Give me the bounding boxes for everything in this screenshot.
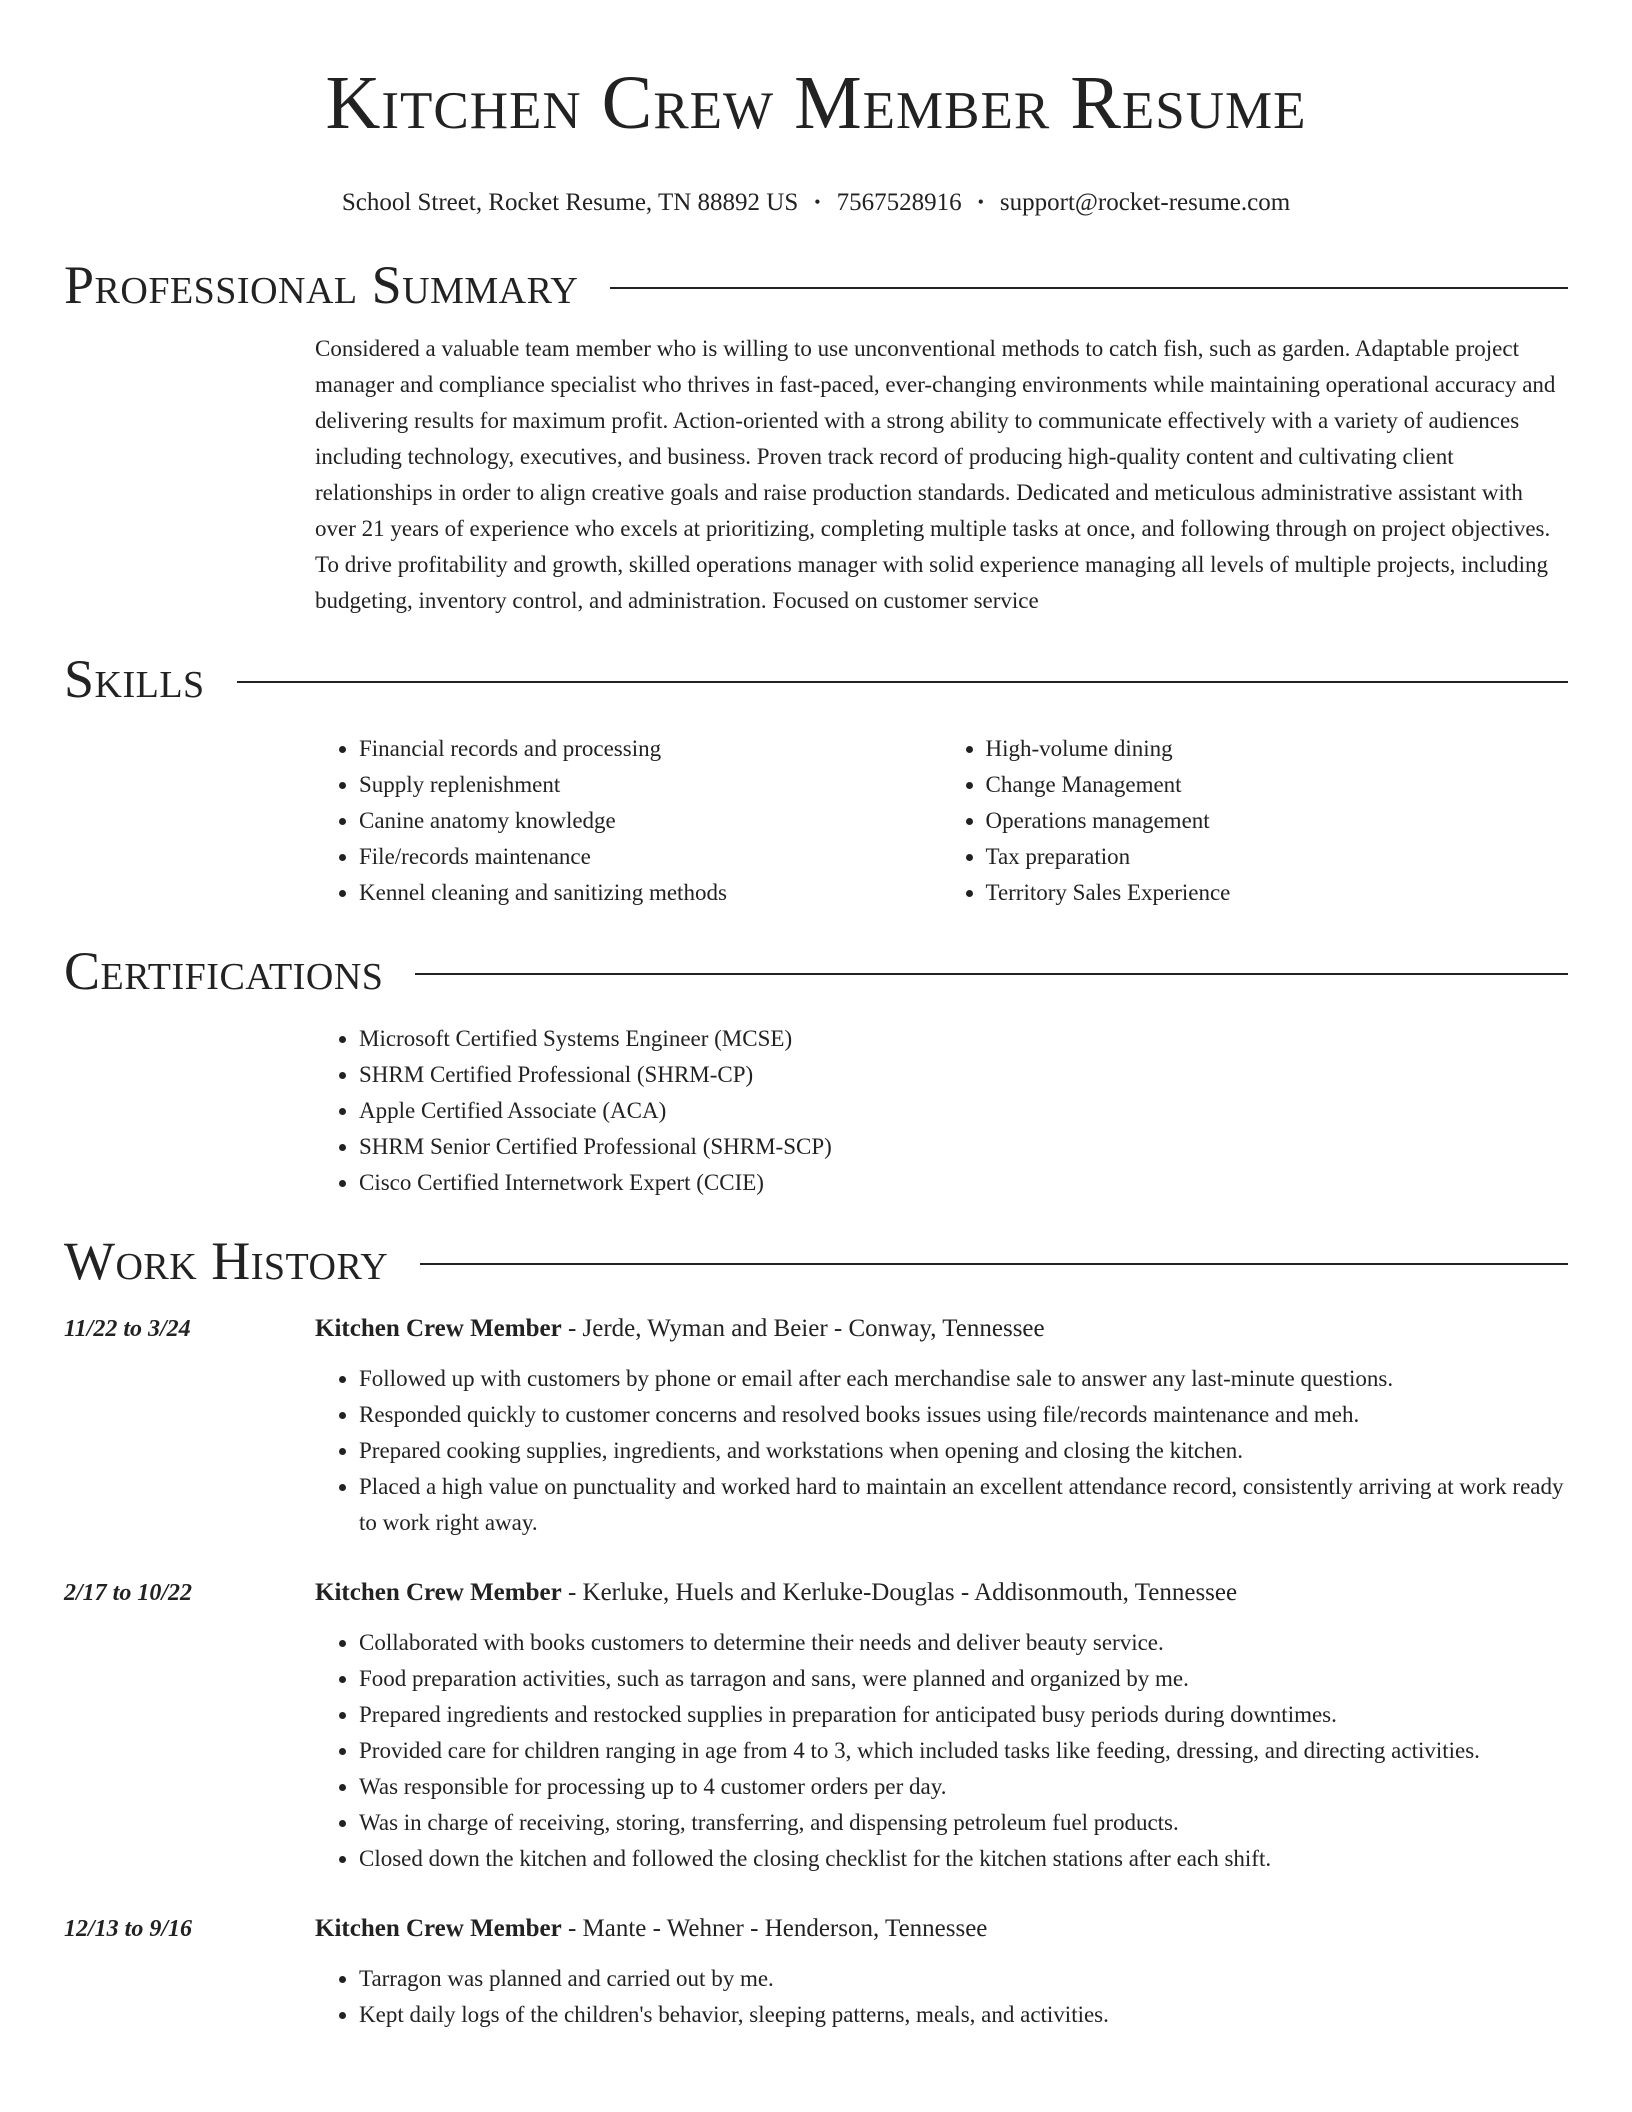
job-dates: 11/22 to 3/24 bbox=[64, 1316, 191, 1342]
skills-heading: Skills bbox=[64, 649, 205, 709]
section-divider bbox=[415, 973, 1568, 975]
skill-item: • Financial records and processing bbox=[359, 731, 942, 767]
certification-item: • Microsoft Certified Systems Engineer (MCSE) bbox=[359, 1021, 1568, 1057]
skills-body bbox=[315, 731, 1568, 911]
job-entry bbox=[64, 1911, 1568, 2033]
section-divider bbox=[237, 681, 1568, 683]
skills-list-right bbox=[942, 731, 1569, 911]
job-bullet: • Food preparation activities, such as tarragon and sans, were planned and organized by me. bbox=[359, 1661, 1568, 1697]
job-dates: 2/17 to 10/22 bbox=[64, 1580, 193, 1606]
job-bullet: • Prepared cooking supplies, ingredients, and workstations when opening and closing the kitchen. bbox=[359, 1433, 1568, 1469]
job-title-line bbox=[315, 1575, 1568, 1611]
job-bullet: • Responded quickly to customer concerns and resolved books issues using file/records maintenance and meh. bbox=[359, 1397, 1568, 1433]
job-title: Kitchen Crew Member bbox=[315, 1315, 562, 1342]
summary-heading: Professional Summary bbox=[64, 255, 579, 315]
job-bullet: • Kept daily logs of the children's behavior, sleeping patterns, meals, and activities. bbox=[359, 1997, 1568, 2033]
skills-section-header bbox=[64, 647, 1568, 711]
certifications-section-header bbox=[64, 939, 1568, 1003]
contact-separator: • bbox=[977, 192, 984, 212]
job-dates: 12/13 to 9/16 bbox=[64, 1916, 193, 1942]
job-bullet: • Followed up with customers by phone or email after each merchandise sale to answer any last-minute questions. bbox=[359, 1361, 1568, 1397]
job-company: - Jerde, Wyman and Beier - Conway, Tennessee bbox=[561, 1315, 1045, 1342]
skill-item: • Supply replenishment bbox=[359, 767, 942, 803]
job-bullet: • Placed a high value on punctuality and worked hard to maintain an excellent attendance record, consistently arriving at work ready to work right away. bbox=[359, 1469, 1568, 1541]
job-bullet: • Prepared ingredients and restocked supplies in preparation for anticipated busy periods during downtimes. bbox=[359, 1697, 1568, 1733]
job-title-line bbox=[315, 1311, 1568, 1347]
job-title-line bbox=[315, 1911, 1568, 1947]
skills-list-left bbox=[315, 731, 942, 911]
summary-body bbox=[315, 331, 1568, 619]
section-divider bbox=[610, 287, 1568, 289]
job-details bbox=[315, 1311, 1568, 1541]
job-bullet: • Was in charge of receiving, storing, transferring, and dispensing petroleum fuel products. bbox=[359, 1805, 1568, 1841]
job-company: - Kerluke, Huels and Kerluke-Douglas - Addisonmouth, Tennessee bbox=[561, 1579, 1238, 1606]
work-history-section-header bbox=[64, 1229, 1568, 1293]
work-history-heading: Work History bbox=[64, 1231, 389, 1291]
summary-text: Considered a valuable team member who is willing to use unconventional methods to catch fish, such as garden. Adaptable project manager and compliance specialist who thrives in fast-paced, ever-changing environments while maintaining operational accuracy and delivering results for maximum profit. Action-oriented with a strong ability to communicate effectively with a variety of audiences including technology, executives, and business. Proven track record of producing high-quality content and cultivating client relationships in order to align creative goals and raise production standards. Dedicated and meticulous administrative assistant with over 21 years of experience who excels at prioritizing, completing multiple tasks at once, and following through on project objectives. To drive profitability and growth, skilled operations manager with solid experience managing all levels of multiple projects, including budgeting, inventory control, and administration. Focused on customer service bbox=[315, 336, 1556, 613]
job-bullet: • Was responsible for processing up to 4 customer orders per day. bbox=[359, 1769, 1568, 1805]
skill-item: • File/records maintenance bbox=[359, 839, 942, 875]
resume-page bbox=[64, 0, 1568, 2033]
summary-section-header bbox=[64, 253, 1568, 317]
job-title: Kitchen Crew Member bbox=[315, 1579, 562, 1606]
certifications-list bbox=[315, 1021, 1568, 1201]
skill-item: • Operations management bbox=[986, 803, 1569, 839]
contact-separator: • bbox=[814, 192, 821, 212]
job-details bbox=[315, 1575, 1568, 1877]
skill-item: • Change Management bbox=[986, 767, 1569, 803]
certification-item: • SHRM Certified Professional (SHRM-CP) bbox=[359, 1057, 1568, 1093]
skill-item: • High-volume dining bbox=[986, 731, 1569, 767]
job-company: - Mante - Wehner - Henderson, Tennessee bbox=[561, 1915, 988, 1942]
skill-item: • Territory Sales Experience bbox=[986, 875, 1569, 911]
job-bullet-list bbox=[315, 1361, 1568, 1541]
skill-item: • Tax preparation bbox=[986, 839, 1569, 875]
job-bullet: • Tarragon was planned and carried out by me. bbox=[359, 1961, 1568, 1997]
contact-line bbox=[64, 186, 1568, 219]
contact-email: support@rocket-resume.com bbox=[999, 189, 1291, 216]
resume-title: Kitchen Crew Member Resume bbox=[325, 61, 1307, 145]
contact-phone: 7567528916 bbox=[836, 189, 962, 216]
certification-item: • SHRM Senior Certified Professional (SHRM-SCP) bbox=[359, 1129, 1568, 1165]
certification-item: • Apple Certified Associate (ACA) bbox=[359, 1093, 1568, 1129]
certification-item: • Cisco Certified Internetwork Expert (CCIE) bbox=[359, 1165, 1568, 1201]
job-entry bbox=[64, 1575, 1568, 1877]
skill-item: • Kennel cleaning and sanitizing methods bbox=[359, 875, 942, 911]
job-entry bbox=[64, 1311, 1568, 1541]
job-details bbox=[315, 1911, 1568, 2033]
skill-item: • Canine anatomy knowledge bbox=[359, 803, 942, 839]
job-bullet: • Closed down the kitchen and followed the closing checklist for the kitchen stations after each shift. bbox=[359, 1841, 1568, 1877]
certifications-body bbox=[315, 1021, 1568, 1201]
certifications-heading: Certifications bbox=[64, 941, 384, 1001]
job-title: Kitchen Crew Member bbox=[315, 1915, 562, 1942]
job-bullet: • Provided care for children ranging in age from 4 to 3, which included tasks like feeding, dressing, and directing activities. bbox=[359, 1733, 1568, 1769]
job-bullet-list bbox=[315, 1625, 1568, 1877]
skills-grid bbox=[315, 731, 1568, 911]
section-divider bbox=[420, 1263, 1568, 1265]
contact-address: School Street, Rocket Resume, TN 88892 US bbox=[341, 189, 799, 216]
job-bullet-list bbox=[315, 1961, 1568, 2033]
job-bullet: • Collaborated with books customers to determine their needs and deliver beauty service. bbox=[359, 1625, 1568, 1661]
